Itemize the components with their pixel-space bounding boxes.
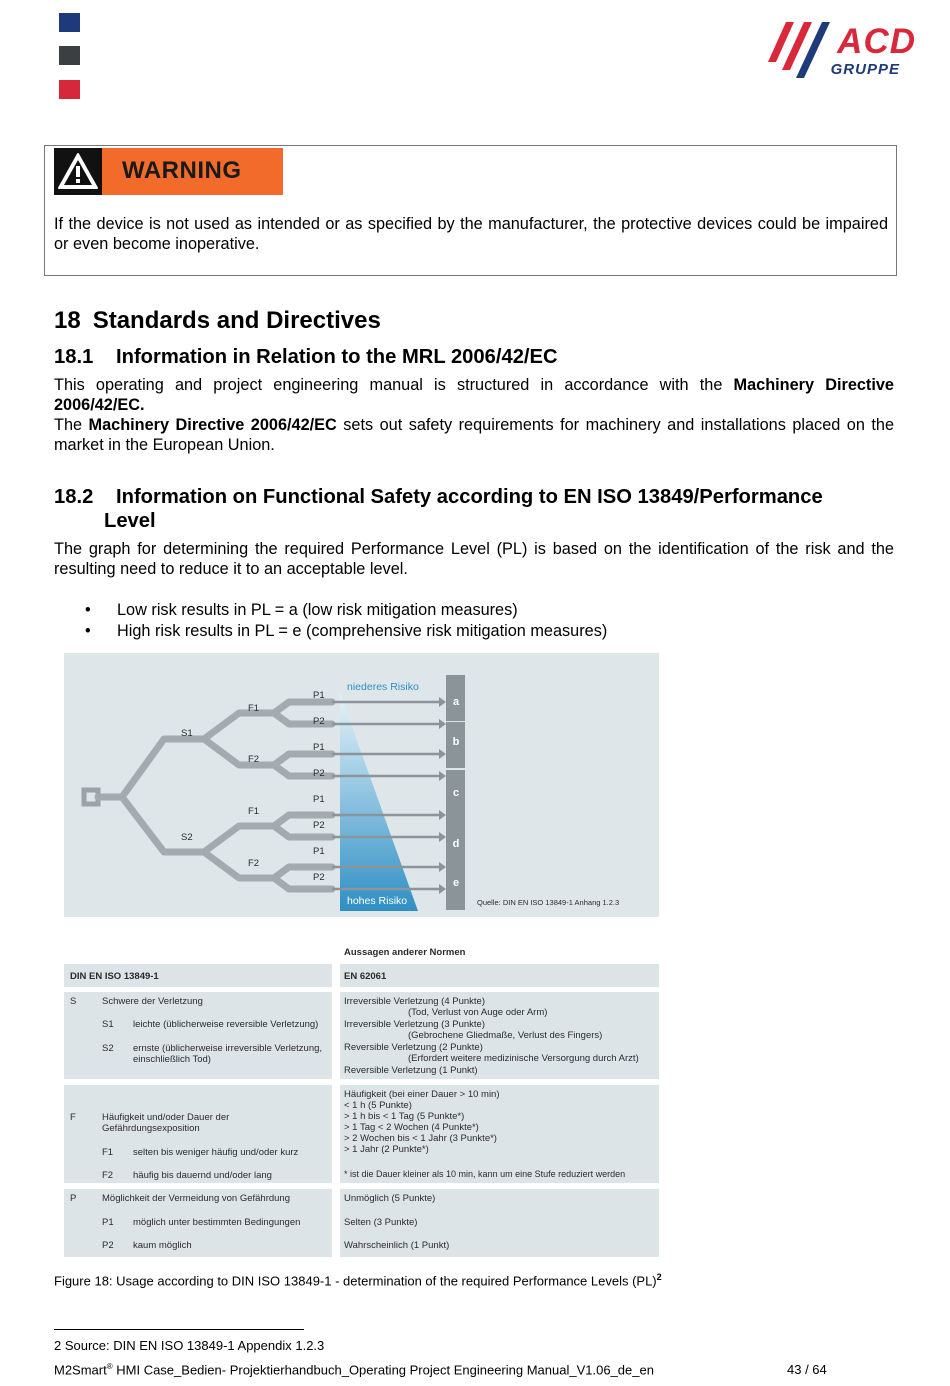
header-square-navy [59, 13, 80, 32]
tree-branches [98, 702, 332, 889]
section-title-line1: Information on Functional Safety according to EN ISO 13849/Performance [116, 486, 823, 508]
s-label: S2 [181, 832, 193, 843]
p-label: P2 [313, 716, 325, 727]
p-label: P1 [313, 742, 325, 753]
section-number: 18.2 [54, 486, 94, 508]
page-number: 43 / 64 [787, 1362, 827, 1377]
section-number: 18 [54, 307, 81, 334]
logo-main-text: ACD [837, 22, 916, 61]
f-row-right: Häufigkeit (bei einer Dauer > 10 min) < 1 h (5 Punkte) > 1 h bis < 1 Tag (5 Punkte*) > 1 Tag < 2 Wochen (4 Punkte*) > 2 Wochen bis < 1 Jahr (3 Punkte*) > 1 Jahr (2 Punkte*) * ist die Dauer kleiner als 10 min, kann um eine Stufe reduziert werden [340, 1085, 659, 1183]
s-row-right: Irreversible Verletzung (4 Punkte) (Tod, Verlust von Auge oder Arm) Irreversible Verletzung (3 Punkte) (Gebrochene Gliedmaße, Verlust des Fingers) Reversible Verletzung (2 Punkte) (Erfordert weitere medizinische Versorgung durch Arzt) Reversible Verletzung (1 Punkt) [340, 992, 659, 1079]
list-item: • Low risk results in PL = a (low risk mitigation measures) [85, 600, 607, 621]
warning-banner [54, 148, 283, 195]
warning-triangle-icon [57, 151, 99, 191]
section-title: Information in Relation to the MRL 2006/42/EC [116, 346, 558, 368]
section-title-line2: Level [104, 510, 156, 532]
risk-wedge [340, 693, 418, 911]
risk-graph-figure [64, 653, 659, 917]
risk-graph-svg [64, 653, 659, 917]
pl-intro-paragraph: The graph for determining the required Performance Level (PL) is based on the identification of the risk and the resulting need to reduce it to an acceptable level. [54, 540, 894, 578]
p-row-left: P Möglichkeit der Vermeidung von Gefährdung P1 möglich unter bestimmten Bedingungen P2 kaum möglich [64, 1189, 332, 1257]
level-label-b: b [452, 736, 460, 748]
right-header: EN 62061 [344, 971, 387, 982]
section-18-1-heading [54, 345, 558, 369]
section-18-heading [54, 307, 381, 335]
other-standards-title: Aussagen anderer Normen [344, 947, 466, 958]
p-label: P1 [313, 794, 325, 805]
level-label-d: d [452, 838, 460, 850]
f-row-left: F Häufigkeit und/oder Dauer der Gefährdungsexposition F1 selten bis weniger häufig und/oder kurz F2 häufig bis dauernd und/oder lang [64, 1085, 332, 1183]
section-title: Standards and Directives [92, 307, 381, 334]
logo-sub-text: GRUPPE [830, 61, 900, 78]
source-label: Quelle: DIN EN ISO 13849-1 Anhang 1.2.3 [477, 898, 620, 907]
level-label-c: c [452, 787, 460, 799]
p-label: P2 [313, 820, 325, 831]
p-row-right: Unmöglich (5 Punkte) Selten (3 Punkte) Wahrscheinlich (1 Punkt) [340, 1189, 659, 1257]
left-header-panel [64, 964, 332, 987]
pl-bullet-list [85, 600, 607, 642]
p-label: P2 [313, 872, 325, 883]
list-item: • High risk results in PL = e (comprehensive risk mitigation measures) [85, 621, 607, 642]
right-header-panel [340, 964, 659, 987]
page-footer: M2Smart® HMI Case_Bedien- Projektierhandbuch_Operating Project Engineering Manual_V1.06_de_en [54, 1362, 654, 1378]
warning-label: WARNING [122, 157, 242, 184]
f-label: F2 [248, 754, 260, 765]
f-label: F1 [248, 703, 260, 714]
level-label-e: e [452, 877, 460, 889]
footnote: 2 Source: DIN EN ISO 13849-1 Appendix 1.2.3 [54, 1338, 325, 1353]
section-18-2-heading [54, 485, 874, 533]
mrl-paragraph-1: This operating and project engineering manual is structured in accordance with the Machinery Directive 2006/42/EC. [54, 376, 894, 414]
left-header: DIN EN ISO 13849-1 [70, 971, 159, 982]
s-row-left: S Schwere der Verletzung S1 leichte (üblicherweise reversible Verletzung) S2 ernste (üblicherweise irreversible Verletzung, einschließlich Tod) [64, 992, 332, 1079]
low-risk-label: niederes Risiko [347, 681, 419, 693]
p-label: P2 [313, 768, 325, 779]
level-label-a: a [452, 696, 460, 708]
acd-logo [764, 16, 920, 82]
f-label: F2 [248, 858, 260, 869]
warning-box [44, 145, 897, 276]
f-label: F1 [248, 806, 260, 817]
footnote-divider [54, 1329, 304, 1330]
high-risk-label: hohes Risiko [347, 895, 408, 907]
p-label: P1 [313, 846, 325, 857]
mrl-paragraph-2: The Machinery Directive 2006/42/EC sets out safety requirements for machinery and installations placed on the market in the European Union. [54, 416, 894, 454]
header-square-grey [59, 46, 80, 65]
section-number: 18.1 [54, 346, 94, 368]
footnote-ref: 2 [656, 1272, 662, 1282]
p-label: P1 [313, 690, 325, 701]
parameter-table-figure [64, 943, 659, 1258]
figure-caption: Figure 18: Usage according to DIN ISO 13849-1 - determination of the required Performance Levels (PL)$^2$ [54, 1272, 662, 1289]
arrow-heads [439, 697, 446, 894]
warning-text: If the device is not used as intended or as specified by the manufacturer, the protective devices could be impaired or even become inoperative. [54, 215, 888, 253]
header-square-red [59, 80, 80, 99]
s-label: S1 [181, 728, 193, 739]
